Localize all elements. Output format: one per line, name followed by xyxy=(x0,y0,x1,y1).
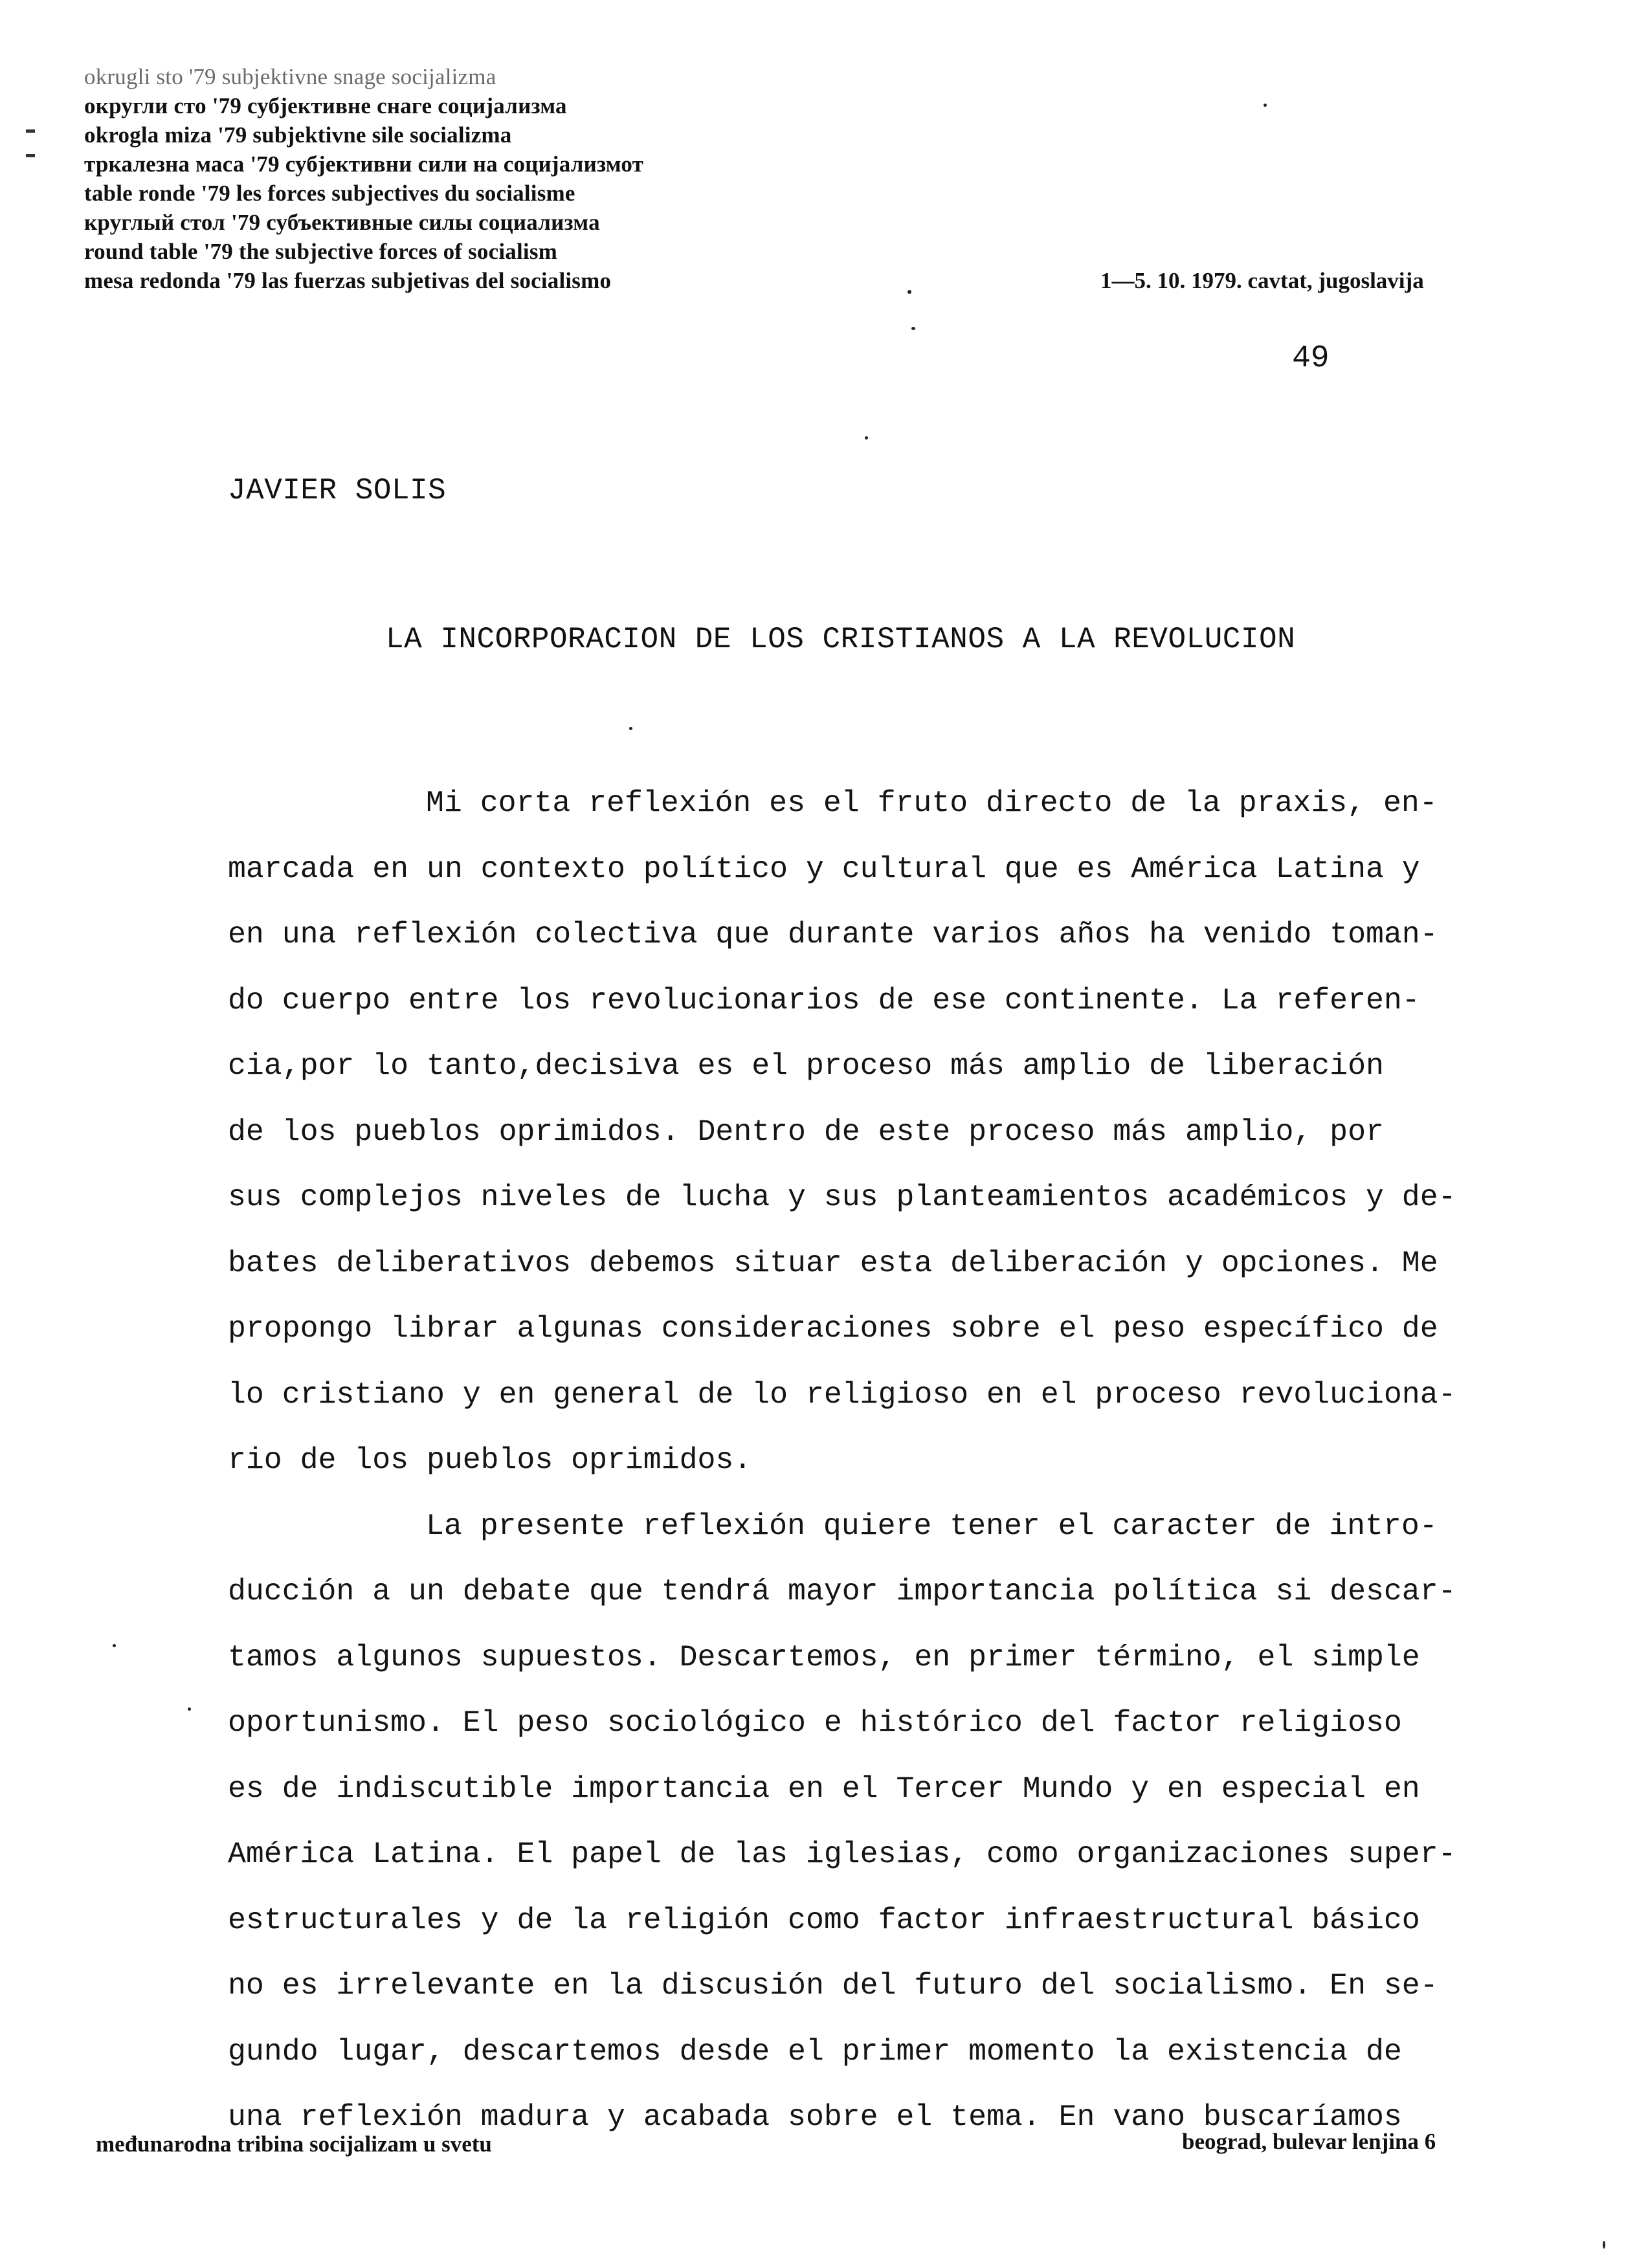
scan-mark xyxy=(26,129,35,133)
masthead-line: тркалезна маса '79 субјективни сили на социјализмот xyxy=(84,151,643,177)
scan-speck xyxy=(1603,2241,1605,2249)
masthead-line: okrugli sto '79 subjektivne snage socijalizma xyxy=(84,64,496,89)
masthead-line: mesa redonda '79 las fuerzas subjetivas del socialismo xyxy=(84,268,612,293)
body-line: Mi corta reflexión es el fruto directo de la praxis, en- xyxy=(426,786,1438,820)
body-line: La presente reflexión quiere tener el caracter de intro- xyxy=(426,1508,1438,1543)
body-line: do cuerpo entre los revolucionarios de ese continente. La referen- xyxy=(228,983,1420,1017)
body-line: gundo lugar, descartemos desde el primer momento la existencia de xyxy=(228,2034,1402,2069)
author-name: JAVIER SOLIS xyxy=(228,474,447,507)
scan-speck xyxy=(908,290,911,294)
scan-speck xyxy=(188,1707,191,1711)
scan-speck xyxy=(911,327,915,330)
body-line: sus complejos niveles de lucha y sus planteamientos académicos y de- xyxy=(228,1180,1456,1214)
masthead-line: okrogla miza '79 subjektivne sile socializma xyxy=(84,122,512,148)
masthead-line: round table '79 the subjective forces of socialism xyxy=(84,239,558,264)
body-line: una reflexión madura y acabada sobre el tema. En vano buscaríamos xyxy=(228,2100,1402,2134)
masthead-line: круглый стол '79 субъективные силы социализма xyxy=(84,210,600,235)
body-line: cia,por lo tanto,decisiva es el proceso más amplio de liberación xyxy=(228,1049,1384,1083)
scan-speck xyxy=(113,1644,116,1647)
body-line: bates deliberativos debemos situar esta deliberación y opciones. Me xyxy=(228,1245,1438,1280)
body-line: estructurales y de la religión como factor infraestructural básico xyxy=(228,1902,1420,1937)
scan-speck xyxy=(1264,104,1267,107)
scan-mark xyxy=(26,154,35,157)
scan-speck xyxy=(865,436,868,439)
footer-organization: međunarodna tribina socijalizam u svetu xyxy=(96,2131,492,2157)
body-line: de los pueblos oprimidos. Dentro de este proceso más amplio, por xyxy=(228,1114,1384,1149)
page-number: 49 xyxy=(1292,341,1330,376)
body-line: propongo librar algunas consideraciones sobre el peso específico de xyxy=(228,1311,1438,1346)
paper-title: LA INCORPORACION DE LOS CRISTIANOS A LA REVOLUCION xyxy=(386,623,1296,656)
body-line: tamos algunos supuestos. Descartemos, en primer término, el simple xyxy=(228,1640,1420,1674)
body-line: América Latina. El papel de las iglesias, como organizaciones super- xyxy=(228,1837,1456,1871)
body-line: lo cristiano y en general de lo religioso en el proceso revoluciona- xyxy=(228,1377,1456,1412)
body-line: oportunismo. El peso sociológico e histórico del factor religioso xyxy=(228,1706,1402,1740)
masthead xyxy=(84,62,643,295)
masthead-line: table ronde '79 les forces subjectives du socialisme xyxy=(84,181,575,206)
body-line: es de indiscutible importancia en el Tercer Mundo y en especial en xyxy=(228,1771,1420,1806)
footer-address: beograd, bulevar lenjina 6 xyxy=(1182,2129,1436,2154)
body-text xyxy=(228,770,1574,2150)
masthead-line: округли сто '79 субјективне снаге социјализма xyxy=(84,93,567,118)
body-line: rio de los pueblos oprimidos. xyxy=(228,1443,752,1477)
body-line: ducción a un debate que tendrá mayor importancia política si descar- xyxy=(228,1574,1456,1608)
scan-speck xyxy=(629,727,632,730)
event-date-location: 1—5. 10. 1979. cavtat, jugoslavija xyxy=(1100,268,1424,293)
body-line: no es irrelevante en la discusión del futuro del socialismo. En se- xyxy=(228,1968,1438,2003)
body-line: en una reflexión colectiva que durante varios años ha venido toman- xyxy=(228,917,1438,951)
body-line: marcada en un contexto político y cultural que es América Latina y xyxy=(228,851,1420,886)
